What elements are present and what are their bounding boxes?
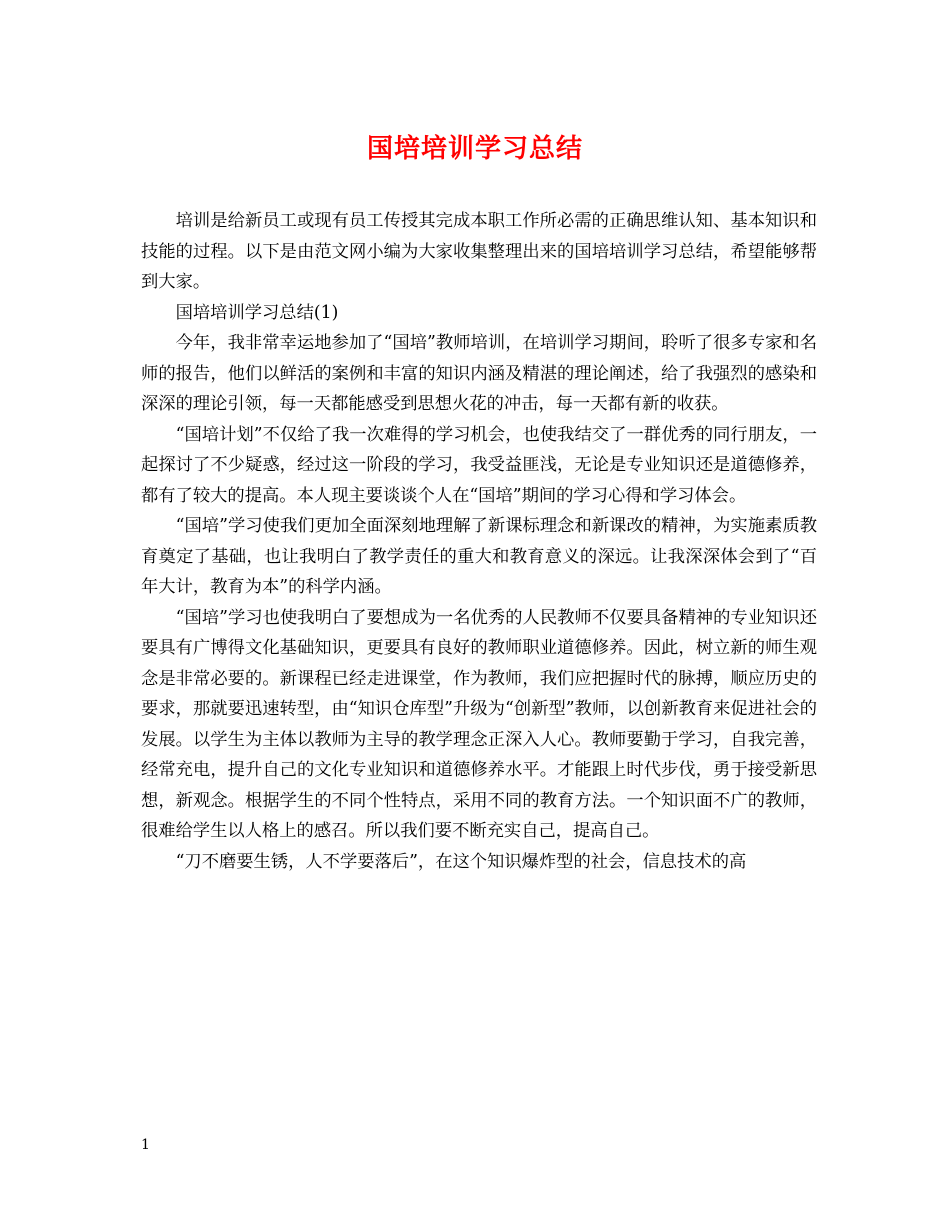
page-number: 1 xyxy=(141,1137,150,1153)
document-body xyxy=(141,206,817,877)
body-paragraph: 今年，我非常幸运地参加了“国培”教师培训，在培训学习期间，聆听了很多专家和名师的报告，他们以鲜活的案例和丰富的知识内涵及精湛的理论阐述，给了我强烈的感染和深深的理论引领，每一天都能感受到思想火花的冲击，每一天都有新的收获。 xyxy=(141,333,817,414)
document-title: 国培培训学习总结 xyxy=(366,134,583,164)
intro-paragraph: 培训是给新员工或现有员工传授其完成本职工作所必需的正确思维认知、基本知识和技能的过程。以下是由范文网小编为大家收集整理出来的国培培训学习总结，希望能够帮到大家。 xyxy=(141,211,817,292)
body-paragraph: “国培”学习使我们更加全面深刻地理解了新课标理念和新课改的精神，为实施素质教育奠定了基础，也让我明白了教学责任的重大和教育意义的深远。让我深深体会到了“百年大计，教育为本”的科学内涵。 xyxy=(141,516,817,597)
body-paragraph: “国培计划”不仅给了我一次难得的学习机会，也使我结交了一群优秀的同行朋友，一起探讨了不少疑惑，经过这一阶段的学习，我受益匪浅，无论是专业知识还是道德修养，都有了较大的提高。本人现主要谈谈个人在“国培”期间的学习心得和学习体会。 xyxy=(141,424,817,506)
section-heading: 国培培训学习总结(1) xyxy=(175,302,339,323)
body-paragraph: “国培”学习也使我明白了要想成为一名优秀的人民教师不仅要具备精神的专业知识还要具有广博得文化基础知识，更要具有良好的教师职业道德修养。因此，树立新的师生观念是非常必要的。新课程已经走进课堂，作为教师，我们应把握时代的脉搏，顺应历史的要求，那就要迅速转型，由“知识仓库型”升级为“创新型”教师，以创新教育来促进社会的发展。以学生为主体以教师为主导的教学理念正深入人心。教师要勤于学习，自我完善，经常充电，提升自己的文化专业知识和道德修养水平。才能跟上时代步伐，勇于接受新思想，新观念。根据学生的不同个性特点，采用不同的教育方法。一个知识面不广的教师，很难给学生以人格上的感召。所以我们要不断充实自己，提高自己。 xyxy=(141,607,817,841)
body-paragraph: “刀不磨要生锈，人不学要落后”，在这个知识爆炸型的社会，信息技术的高 xyxy=(175,851,747,872)
